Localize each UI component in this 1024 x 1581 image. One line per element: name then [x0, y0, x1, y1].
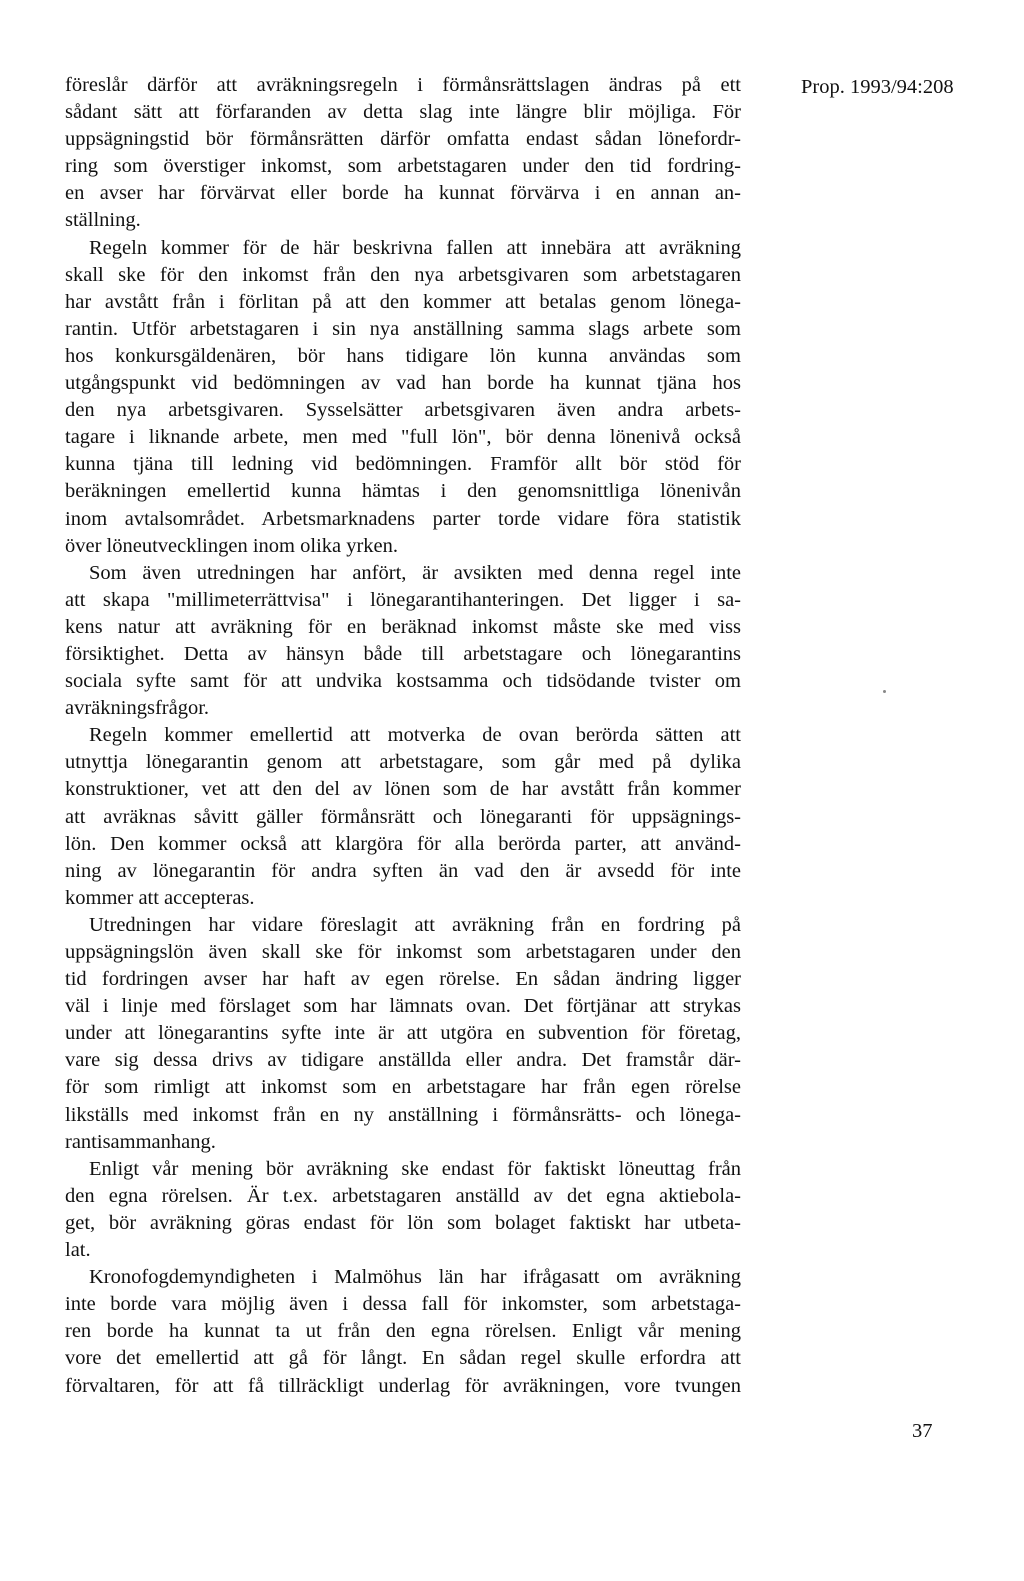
text-line: Utredningen har vidare föreslagit att avräkning från en fordring på [89, 913, 741, 936]
text-line: ren borde ha kunnat ta ut från den egna rörelsen. Enligt vår mening [65, 1320, 741, 1343]
text-line: ring som överstiger inkomst, som arbetstagaren under den tid fordring- [65, 155, 741, 178]
text-line: vore det emellertid att gå för långt. En sådan regel skulle erfordra att [65, 1347, 741, 1370]
text-line: ställning. [65, 209, 141, 232]
text-line: uppsägningslön även skall ske för inkomst som arbetstagaren under den [65, 941, 741, 963]
text-line: get, bör avräkning göras endast för lön som bolaget faktiskt har utbeta- [65, 1211, 741, 1234]
body-text [65, 72, 741, 1400]
scan-speck [883, 690, 886, 693]
text-line: utgångspunkt vid bedömningen av vad han borde ha kunnat tjäna hos [65, 372, 741, 395]
text-line: för som rimligt att inkomst som en arbetstagare har från egen rörelse [65, 1076, 741, 1099]
text-line: en avser har förvärvat eller borde ha kunnat förvärva i en annan an- [65, 182, 741, 205]
page-number: 37 [912, 1420, 933, 1442]
text-line: har avstått från i förlitan på att den kommer att betalas genom lönega- [65, 290, 741, 313]
text-line: skall ske för den inkomst från den nya arbetsgivaren som arbetstagaren [65, 263, 741, 286]
text-line: väl i linje med förslaget som har lämnats ovan. Det förtjänar att strykas [65, 995, 741, 1018]
text-line: kunna tjäna till ledning vid bedömningen. Framför allt bör stöd för [65, 453, 741, 476]
text-line: under att lönegarantins syfte inte är att utgöra en subvention för företag, [65, 1022, 741, 1045]
text-line: inte borde vara möjlig även i dessa fall för inkomster, som arbetstaga- [65, 1293, 741, 1316]
text-line: inom avtalsområdet. Arbetsmarknadens parter torde vidare föra statistik [65, 507, 741, 530]
text-line: föreslår därför att avräkningsregeln i förmånsrättslagen ändras på ett [65, 74, 741, 96]
paragraph [65, 235, 741, 560]
text-line: att skapa "millimeterrättvisa" i lönegarantihanteringen. Det ligger i sa- [65, 588, 741, 611]
text-line: Regeln kommer emellertid att motverka de ovan berörda sätten att [89, 724, 741, 747]
paragraph [65, 560, 741, 723]
text-line: konstruktioner, vet att den del av lönen som de har avstått från kommer [65, 778, 741, 801]
document-reference: Prop. 1993/94:208 [801, 76, 954, 98]
text-line: förvaltaren, för att få tillräckligt underlag för avräkningen, vore tvungen [65, 1374, 741, 1397]
text-line: likställs med inkomst från en ny anställning i förmånsrätts- och lönega- [65, 1103, 741, 1126]
text-line: utnyttja lönegarantin genom att arbetstagare, som går med på dylika [65, 751, 741, 774]
text-line: kens natur att avräkning för en beräknad inkomst måste ske med viss [65, 615, 741, 638]
text-line: Kronofogdemyndigheten i Malmöhus län har ifrågasatt om avräkning [89, 1266, 741, 1289]
text-line: tid fordringen avser har haft av egen rörelse. En sådan ändring ligger [65, 968, 741, 991]
paragraph [65, 1264, 741, 1399]
text-line: att avräknas såvitt gäller förmånsrätt och lönegaranti för uppsägnings- [65, 805, 741, 828]
text-line: Regeln kommer för de här beskrivna fallen att innebära att avräkning [89, 236, 741, 259]
text-line: lön. Den kommer också att klargöra för alla berörda parter, att använd- [65, 832, 741, 855]
paragraph [65, 72, 741, 235]
text-line: sådant sätt att förfaranden av detta slag inte längre blir möjliga. För [65, 101, 741, 124]
text-line: Enligt vår mening bör avräkning ske endast för faktiskt löneuttag från [89, 1157, 741, 1180]
text-line: uppsägningstid bör förmånsrätten därför omfatta endast sådan lönefordr- [65, 128, 741, 151]
text-line: hos konkursgäldenären, bör hans tidigare lön kunna användas som [65, 344, 741, 367]
text-line: försiktighet. Detta av hänsyn både till arbetstagare och lönegarantins [65, 642, 741, 665]
paragraph [65, 1156, 741, 1264]
text-line: den nya arbetsgivaren. Sysselsätter arbetsgivaren även andra arbets- [65, 399, 741, 422]
text-line: beräkningen emellertid kunna hämtas i den genomsnittliga lönenivån [65, 480, 741, 503]
text-line: tagare i liknande arbete, men med "full lön", bör denna lönenivå också [65, 426, 741, 449]
text-line: över löneutvecklingen inom olika yrken. [65, 534, 399, 557]
paragraph [65, 722, 741, 912]
text-line: ning av lönegarantin för andra syften än vad den är avsedd för inte [65, 859, 741, 882]
text-line: Som även utredningen har anfört, är avsikten med denna regel inte [89, 561, 741, 584]
text-line: avräkningsfrågor. [65, 697, 210, 720]
text-line: sociala syfte samt för att undvika kostsamma och tidsödande tvister om [65, 670, 741, 693]
text-line: lat. [65, 1239, 91, 1262]
text-line: vare sig dessa drivs av tidigare anställda eller andra. Det framstår där- [65, 1049, 741, 1072]
text-line: den egna rörelsen. Är t.ex. arbetstagaren anställd av det egna aktiebola- [65, 1184, 741, 1207]
text-line: kommer att accepteras. [65, 886, 255, 909]
text-line: rantisammanhang. [65, 1130, 216, 1153]
text-line: rantin. Utför arbetstagaren i sin nya anställning samma slags arbete som [65, 317, 741, 340]
paragraph [65, 912, 741, 1156]
